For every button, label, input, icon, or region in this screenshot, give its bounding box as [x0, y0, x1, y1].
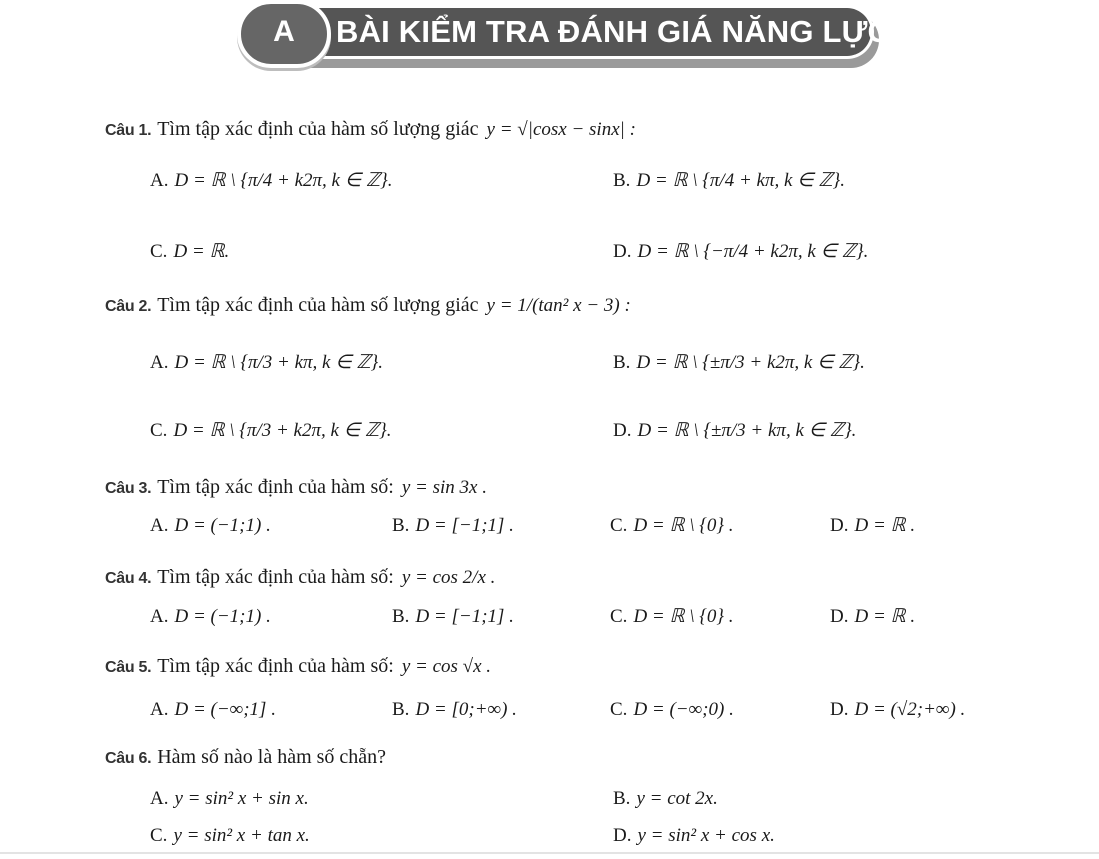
option-letter: B.: [613, 788, 631, 809]
question-text: Tìm tập xác định của hàm số lượng giác: [157, 294, 479, 316]
question-label: Câu 6.: [105, 750, 152, 767]
option-letter: A.: [150, 606, 169, 627]
option-math: D = (−∞;0) .: [633, 699, 734, 720]
option-letter: A.: [150, 352, 169, 373]
option-math: D = ℝ \ {π/3 + k2π, k ∈ ℤ}.: [173, 420, 392, 441]
option-letter: B.: [392, 606, 410, 627]
question-formula: y = sin 3x .: [401, 477, 487, 498]
option-math: D = ℝ \ {±π/3 + kπ, k ∈ ℤ}.: [637, 420, 857, 441]
question-text: Tìm tập xác định của hàm số lượng giác: [157, 118, 479, 140]
option-letter: D.: [613, 241, 632, 262]
question-5: [105, 653, 491, 681]
question-2-option-c[interactable]: [150, 418, 391, 444]
question-text: Tìm tập xác định của hàm số:: [157, 655, 394, 677]
question-label: Câu 1.: [105, 122, 152, 139]
question-formula: y = cos √x .: [401, 656, 492, 677]
option-math: D = ℝ .: [854, 515, 916, 536]
question-5-option-a[interactable]: [150, 697, 276, 723]
question-3-option-b[interactable]: [392, 513, 514, 539]
option-letter: C.: [150, 420, 168, 441]
question-1-option-a[interactable]: [150, 168, 393, 194]
option-letter: C.: [610, 699, 628, 720]
question-3: [105, 474, 487, 502]
question-6-option-a[interactable]: [150, 786, 309, 812]
option-math: D = ℝ \ {π/4 + k2π, k ∈ ℤ}.: [174, 170, 393, 191]
question-1-option-c[interactable]: [150, 239, 229, 265]
option-letter: B.: [613, 170, 631, 191]
option-letter: B.: [613, 352, 631, 373]
question-text: Hàm số nào là hàm số chẵn?: [157, 746, 387, 768]
option-letter: D.: [613, 420, 632, 441]
question-2-option-a[interactable]: [150, 350, 383, 376]
question-3-option-c[interactable]: [610, 513, 734, 539]
option-math: D = ℝ \ {±π/3 + k2π, k ∈ ℤ}.: [636, 352, 865, 373]
question-1-option-d[interactable]: [613, 239, 868, 265]
bottom-divider: [0, 852, 1099, 854]
question-formula: y = √|cosx − sinx| :: [486, 119, 636, 140]
question-6-option-b[interactable]: [613, 786, 718, 812]
option-math: D = ℝ \ {0} .: [633, 515, 734, 536]
option-math: D = ℝ \ {0} .: [633, 606, 734, 627]
question-label: Câu 2.: [105, 298, 152, 315]
option-letter: C.: [610, 606, 628, 627]
option-letter: D.: [830, 515, 849, 536]
question-4: [105, 564, 495, 592]
option-letter: D.: [830, 606, 849, 627]
question-3-option-a[interactable]: [150, 513, 271, 539]
option-letter: A.: [150, 515, 169, 536]
question-text: Tìm tập xác định của hàm số:: [157, 476, 394, 498]
question-5-option-b[interactable]: [392, 697, 517, 723]
option-math: D = ℝ .: [854, 606, 916, 627]
question-6-option-c[interactable]: [150, 823, 310, 849]
option-letter: A.: [150, 699, 169, 720]
option-letter: D.: [830, 699, 849, 720]
section-badge-letter: A: [273, 15, 295, 48]
option-letter: D.: [613, 825, 632, 846]
option-math: D = ℝ \ {π/4 + kπ, k ∈ ℤ}.: [636, 170, 845, 191]
option-letter: C.: [610, 515, 628, 536]
question-label: Câu 4.: [105, 570, 152, 587]
question-1-option-b[interactable]: [613, 168, 845, 194]
option-math: D = (−1;1) .: [174, 606, 271, 627]
option-math: y = sin² x + tan x.: [173, 825, 310, 846]
option-math: D = ℝ \ {−π/4 + k2π, k ∈ ℤ}.: [637, 241, 869, 262]
question-5-option-c[interactable]: [610, 697, 734, 723]
question-2: [105, 292, 631, 320]
option-math: D = [0;+∞) .: [415, 699, 517, 720]
question-4-option-c[interactable]: [610, 604, 734, 630]
question-3-option-d[interactable]: [830, 513, 915, 539]
option-math: D = (−∞;1] .: [174, 699, 276, 720]
option-letter: C.: [150, 241, 168, 262]
option-math: D = (√2;+∞) .: [854, 699, 966, 720]
question-1: [105, 116, 636, 144]
option-math: D = (−1;1) .: [174, 515, 271, 536]
option-math: y = sin² x + cos x.: [637, 825, 775, 846]
question-4-option-b[interactable]: [392, 604, 514, 630]
option-math: y = cot 2x.: [636, 788, 718, 809]
question-2-option-b[interactable]: [613, 350, 865, 376]
option-letter: A.: [150, 170, 169, 191]
question-label: Câu 5.: [105, 659, 152, 676]
option-math: y = sin² x + sin x.: [174, 788, 309, 809]
question-4-option-d[interactable]: [830, 604, 915, 630]
question-formula: y = cos 2/x .: [401, 567, 496, 588]
question-2-option-d[interactable]: [613, 418, 856, 444]
question-text: Tìm tập xác định của hàm số:: [157, 566, 394, 588]
question-label: Câu 3.: [105, 480, 152, 497]
option-math: D = ℝ \ {π/3 + kπ, k ∈ ℤ}.: [174, 352, 384, 373]
question-6-option-d[interactable]: [613, 823, 775, 849]
question-5-option-d[interactable]: [830, 697, 965, 723]
option-letter: A.: [150, 788, 169, 809]
question-formula: y = 1/(tan² x − 3) :: [486, 295, 631, 316]
question-6: [105, 744, 386, 772]
option-math: D = [−1;1] .: [415, 606, 514, 627]
option-math: D = [−1;1] .: [415, 515, 514, 536]
option-letter: B.: [392, 699, 410, 720]
question-4-option-a[interactable]: [150, 604, 271, 630]
option-math: D = ℝ.: [173, 241, 230, 262]
option-letter: B.: [392, 515, 410, 536]
page-title: BÀI KIỂM TRA ĐÁNH GIÁ NĂNG LỰC: [336, 14, 891, 49]
option-letter: C.: [150, 825, 168, 846]
